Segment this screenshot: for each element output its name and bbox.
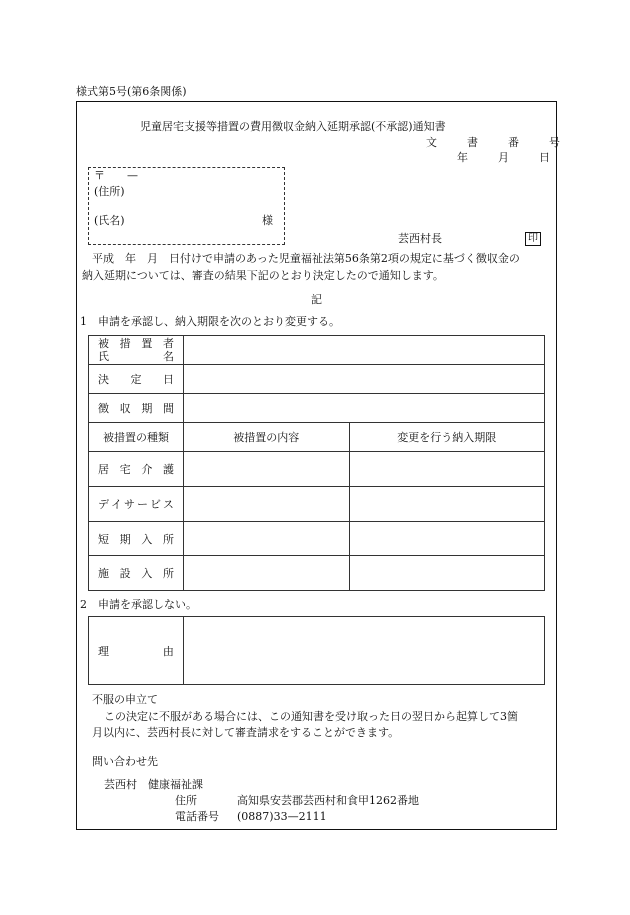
table-row: [89, 556, 545, 591]
contact-address-value: 高知県安芸郡芸西村和食甲1262番地: [237, 794, 419, 807]
type-facility: 施 設 入 所: [89, 556, 184, 591]
objection-line-2: 月以内に、芸西村長に対して審査請求をすることができます。: [92, 726, 400, 739]
contact-heading: 問い合わせ先: [92, 755, 158, 768]
table-row: [89, 617, 545, 685]
table-row: [89, 522, 545, 556]
subject-name-value: [183, 336, 544, 365]
content-cell: [183, 556, 349, 591]
type-short-stay: 短 期 入 所: [89, 522, 184, 556]
content-cell: [183, 452, 349, 487]
form-number: 様式第5号(第6条関係): [76, 85, 187, 98]
table-header-row: [89, 423, 545, 452]
honorific: 様: [262, 214, 273, 227]
document-number-label: 文 書 番 号: [426, 136, 560, 149]
collection-period-value: [183, 394, 544, 423]
contact-phone-value: (0887)33—2111: [237, 810, 327, 823]
content-cell: [183, 522, 349, 556]
objection-heading: 不服の申立て: [92, 693, 158, 706]
postal-mark: 〒 —: [94, 169, 138, 182]
header-type: 被措置の種類: [89, 423, 184, 452]
section-2-heading: 2 申請を承認しない。: [80, 598, 197, 611]
decision-date-label: 決 定 日: [89, 365, 184, 394]
body-line-1: 平成 年 月 日付けで申請のあった児童福祉法第56条第2項の規定に基づく徴収金の: [92, 252, 520, 265]
address-label: (住所): [94, 185, 125, 198]
name-label: (氏名): [94, 214, 125, 227]
type-day-service: デ イ サ ー ビ ス: [89, 487, 184, 522]
section-1-heading: 1 申請を承認し、納入期限を次のとおり変更する。: [80, 315, 340, 328]
content-cell: [183, 487, 349, 522]
reason-value: [183, 617, 544, 685]
subject-name-label: 被 措 置 者 氏 名: [89, 336, 184, 365]
date-line: 年 月 日: [457, 151, 550, 164]
type-home-care: 居 宅 介 護: [89, 452, 184, 487]
table-row: [89, 336, 545, 365]
deadline-cell: [349, 487, 544, 522]
header-content: 被措置の内容: [183, 423, 349, 452]
contact-address-label: 住所: [175, 794, 197, 807]
table-row: [89, 452, 545, 487]
contact-office: 芸西村 健康福祉課: [104, 778, 203, 791]
deadline-cell: [349, 522, 544, 556]
reason-label: 理 由: [89, 617, 184, 685]
header-deadline: 変更を行う納入期限: [349, 423, 544, 452]
objection-line-1: この決定に不服がある場合には、この通知書を受け取った日の翌日から起算して3箇: [104, 710, 518, 723]
rejection-table: [88, 616, 545, 685]
seal-mark: 印: [525, 232, 541, 246]
table-row: [89, 365, 545, 394]
table-row: [89, 487, 545, 522]
document-title: 児童居宅支援等措置の費用徴収金納入延期承認(不承認)通知書: [140, 120, 446, 133]
approval-table: [88, 335, 545, 591]
deadline-cell: [349, 452, 544, 487]
sender-title: 芸西村長: [398, 232, 442, 245]
body-line-2: 納入延期については、審査の結果下記のとおり決定したので通知します。: [82, 269, 444, 282]
ki-heading: 記: [311, 293, 322, 306]
table-row: [89, 394, 545, 423]
contact-phone-label: 電話番号: [175, 810, 219, 823]
decision-date-value: [183, 365, 544, 394]
collection-period-label: 徴 収 期 間: [89, 394, 184, 423]
deadline-cell: [349, 556, 544, 591]
